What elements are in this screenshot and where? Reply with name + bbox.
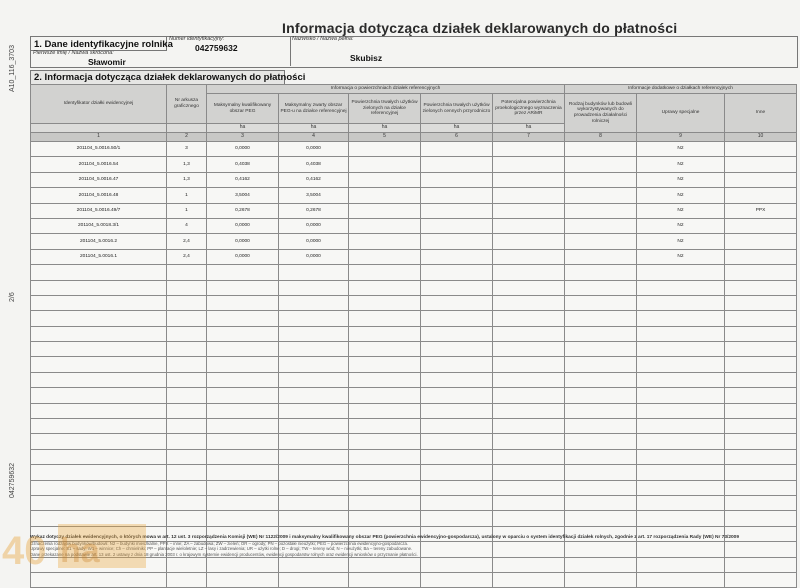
- table-cell: 0,0000: [207, 218, 279, 233]
- col-header-6: Powierzchnia trwałych użytków zielonych cennych przyrodniczo: [421, 94, 493, 124]
- col-header-1: Identyfikator działki ewidencyjnej: [31, 85, 167, 124]
- col-number-10: 10: [725, 133, 797, 142]
- table-cell: 201104_5.0016.54: [31, 157, 167, 172]
- table-cell: N2: [637, 188, 725, 203]
- table-cell: [565, 218, 637, 233]
- table-cell: 3: [167, 142, 207, 157]
- table-cell: 201104_5.0016.2: [31, 234, 167, 249]
- table-cell: 0,2678: [207, 203, 279, 218]
- parcels-table: [30, 84, 797, 588]
- side-page-number: 2/6: [9, 292, 16, 302]
- table-cell: 0,2678: [279, 203, 349, 218]
- table-cell: [421, 203, 493, 218]
- table-cell: [493, 142, 565, 157]
- col-header-9: Uprawy specjalne: [637, 94, 725, 133]
- table-row-empty: [31, 265, 797, 280]
- table-cell: [421, 218, 493, 233]
- table-row: [31, 249, 797, 264]
- table-cell: N2: [637, 249, 725, 264]
- table-cell: 2,4: [167, 234, 207, 249]
- footer-line-1: Wykaz dotyczy działek ewidencyjnych, o których mowa w art. 12 ust. 3 rozporządzenia Komisji (WE) Nr 1122/2009 i maksymalny kwalifikowany obszar PEG (powierzchnia ewidencyjno-gospodarcza), ustalony w oparciu o system identyfikacji działek rolnych, zgodnie z art. 17 rozporządzenia Rady (WE) Nr 73/2009: [30, 535, 739, 540]
- col-header-7: Potencjalna powierzchnia proekologicznego wyznaczenia przez ARiMR: [493, 94, 565, 124]
- table-cell: [725, 249, 797, 264]
- table-cell: 0,0000: [279, 142, 349, 157]
- table-cell: [565, 142, 637, 157]
- col-number-6: 6: [421, 133, 493, 142]
- col-number-4: 4: [279, 133, 349, 142]
- table-row-empty: [31, 465, 797, 480]
- table-cell: [565, 203, 637, 218]
- table-cell: 1: [167, 188, 207, 203]
- table-row: [31, 234, 797, 249]
- svg-text:40: 40: [2, 529, 47, 572]
- col-number-1: 1: [31, 133, 167, 142]
- col-number-7: 7: [493, 133, 565, 142]
- table-cell: N2: [637, 172, 725, 187]
- col-header-10: Inne: [725, 94, 797, 133]
- table-cell: N2: [637, 142, 725, 157]
- table-cell: [421, 188, 493, 203]
- table-cell: 0,4162: [207, 172, 279, 187]
- table-cell: [421, 172, 493, 187]
- table-cell: N2: [637, 203, 725, 218]
- table-row: [31, 157, 797, 172]
- footer-line-3: Uprawy specjalne: S1 – sady; W1 – winnice; Ch – chmielniki; PP – plantacje wieloletnie; LZ – lasy i zadrzewienia; UR – użytki rolne; D – drogi; TW – tereny wód; N – nieużytki; Ba – tereny zabudowane.: [30, 546, 413, 552]
- table-row: [31, 172, 797, 187]
- table-cell: N2: [637, 218, 725, 233]
- id-label: Numer identyfikacyjny:: [169, 36, 225, 42]
- table-cell: [565, 157, 637, 172]
- table-row: [31, 188, 797, 203]
- table-cell: [349, 234, 421, 249]
- table-row-empty: [31, 449, 797, 464]
- table-cell: 0,4038: [207, 157, 279, 172]
- table-cell: [349, 172, 421, 187]
- group-header-right: Informacje dodatkowe o działkach referencyjnych: [565, 85, 797, 94]
- col-header-4: Maksymalny zwarty obszar PEG-u na działce referencyjnej: [279, 94, 349, 124]
- table-cell: [725, 188, 797, 203]
- footer-line-4: Dane przekazane na podstawie art. 13 ust. 2 ustawy z dnia 18 grudnia 2003 r. o krajowym systemie ewidencji producentów, ewidencji gospodarstw rolnych oraz ewidencji wniosków o przyznanie płatności.: [30, 551, 418, 557]
- table-row-empty: [31, 326, 797, 341]
- table-cell: 201104_5.0016.50/1: [31, 142, 167, 157]
- table-cell: [565, 249, 637, 264]
- table-cell: 0,0000: [279, 218, 349, 233]
- table-cell: 1: [167, 203, 207, 218]
- surname-label: Nazwisko / Nazwa pełna:: [292, 36, 354, 42]
- table-cell: [349, 249, 421, 264]
- table-cell: [493, 249, 565, 264]
- side-code-bottom: 042759632: [9, 462, 16, 498]
- table-row-empty: [31, 295, 797, 310]
- table-row: [31, 142, 797, 157]
- table-row-empty: [31, 419, 797, 434]
- table-cell: 2,4: [167, 249, 207, 264]
- table-cell: [565, 188, 637, 203]
- table-row-empty: [31, 572, 797, 587]
- table-row: [31, 203, 797, 218]
- table-cell: [725, 234, 797, 249]
- section-1-heading: 1. Dane identyfikacyjne rolnika: [34, 39, 173, 50]
- surname-value: Skubisz: [350, 53, 383, 63]
- table-row: [31, 218, 797, 233]
- table-row-empty: [31, 480, 797, 495]
- group-header-left: Informacja o powierzchniach działek referencyjnych: [207, 85, 565, 94]
- table-cell: [349, 157, 421, 172]
- table-cell: [493, 188, 565, 203]
- table-cell: 3,5004: [279, 188, 349, 203]
- table-cell: [349, 218, 421, 233]
- col-header-8: Rodzaj budynków lub budowli wykorzystywanych do prowadzenia działalności rolniczej: [565, 94, 637, 133]
- table-cell: [421, 157, 493, 172]
- table-cell: 201104_5.0016.48: [31, 188, 167, 203]
- section-2-heading: 2. Informacja dotycząca działek deklarowanych do płatności: [34, 72, 306, 83]
- document-title: Informacja dotycząca działek deklarowanych do płatności: [282, 20, 678, 36]
- table-row-empty: [31, 280, 797, 295]
- table-cell: 0,0000: [207, 234, 279, 249]
- col-header-5: Powierzchnia trwałych użytków zielonych na działce referencyjnej: [349, 94, 421, 124]
- unit-5: ha: [349, 124, 421, 133]
- table-cell: [349, 188, 421, 203]
- col-header-2: Nr arkusza graficznego: [167, 85, 207, 124]
- unit-6: ha: [421, 124, 493, 133]
- col-number-5: 5: [349, 133, 421, 142]
- table-row-empty: [31, 342, 797, 357]
- watermark-logo: [0, 520, 148, 572]
- table-cell: 3,5004: [207, 188, 279, 203]
- table-cell: [421, 249, 493, 264]
- table-cell: 4: [167, 218, 207, 233]
- table-cell: [493, 234, 565, 249]
- firstname-value: Sławomir: [88, 57, 126, 67]
- table-cell: [421, 142, 493, 157]
- table-cell: [725, 157, 797, 172]
- table-cell: [349, 203, 421, 218]
- id-value: 042759632: [195, 43, 238, 53]
- table-cell: 201104_5.0016.47: [31, 172, 167, 187]
- table-cell: [565, 172, 637, 187]
- table-cell: [493, 203, 565, 218]
- table-row-empty: [31, 495, 797, 510]
- side-code-top: A10_116_3703: [9, 45, 16, 92]
- table-cell: [493, 157, 565, 172]
- unit-4: ha: [279, 124, 349, 133]
- table-cell: 0,0000: [279, 234, 349, 249]
- table-cell: 0,0000: [279, 249, 349, 264]
- table-cell: N2: [637, 157, 725, 172]
- table-cell: 0,0000: [207, 249, 279, 264]
- table-cell: [725, 142, 797, 157]
- unit-7: ha: [493, 124, 565, 133]
- table-row-empty: [31, 357, 797, 372]
- table-row-empty: [31, 388, 797, 403]
- table-cell: PPX: [725, 203, 797, 218]
- table-cell: [725, 172, 797, 187]
- table-cell: 201104_5.0016.49/7: [31, 203, 167, 218]
- firstname-label: Pierwsze imię / Nazwa skrócona:: [33, 50, 114, 56]
- table-cell: [421, 234, 493, 249]
- col-number-2: 2: [167, 133, 207, 142]
- table-cell: 0,0000: [207, 142, 279, 157]
- col-number-9: 9: [637, 133, 725, 142]
- table-row-empty: [31, 311, 797, 326]
- table-cell: [493, 172, 565, 187]
- table-cell: 1,3: [167, 157, 207, 172]
- table-cell: 1,3: [167, 172, 207, 187]
- table-row-empty: [31, 434, 797, 449]
- table-row-empty: [31, 403, 797, 418]
- table-cell: 0,4038: [279, 157, 349, 172]
- col-number-8: 8: [565, 133, 637, 142]
- table-cell: 0,4162: [279, 172, 349, 187]
- table-cell: [349, 142, 421, 157]
- col-number-3: 3: [207, 133, 279, 142]
- svg-text:ha: ha: [60, 532, 100, 570]
- table-cell: [725, 218, 797, 233]
- table-row-empty: [31, 372, 797, 387]
- footer-line-2: Oznaczenia rodzajów budynków/budowli: N2 – budynki mieszkalne, PPX – inne; ZA – zabudowa; ZW – zieleń; OR – ogrody; PN – pozostałe nieużytki; PEG – powierzchnia ewidencyjno-gospodarcza.: [30, 540, 409, 546]
- table-cell: [565, 234, 637, 249]
- unit-3: ha: [207, 124, 279, 133]
- table-cell: 201104_5.0016.1: [31, 249, 167, 264]
- table-cell: [493, 218, 565, 233]
- table-cell: 201104_5.0018.3/1: [31, 218, 167, 233]
- col-header-3: Maksymalny kwalifikowany obszar PEG: [207, 94, 279, 124]
- table-cell: N2: [637, 234, 725, 249]
